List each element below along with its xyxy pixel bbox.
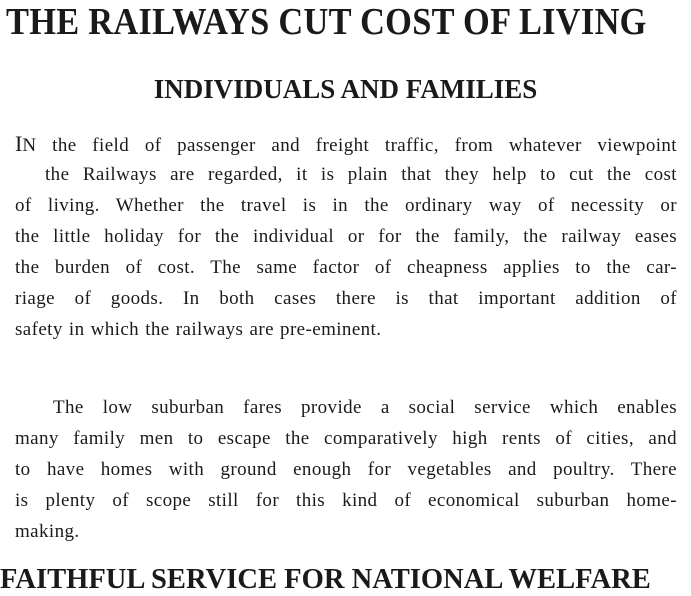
drop-cap: I <box>15 131 23 156</box>
headline: THE RAILWAYS CUT COST OF LIVING <box>6 1 647 43</box>
paragraph-line: making. <box>15 521 80 542</box>
paragraph-cost-of-living <box>15 128 677 345</box>
footer-heading: FAITHFUL SERVICE FOR NATIONAL WELFARE <box>0 563 651 595</box>
paragraph-line: the burden of cost. The same factor of cheapness applies to the car- <box>15 257 677 278</box>
paragraph-line: the little holiday for the individual or for the family, the railway eases <box>15 226 677 247</box>
paragraph-line: the Railways are regarded, it is plain that they help to cut the cost <box>45 164 677 185</box>
paragraph-line: riage of goods. In both cases there is that important addition of <box>15 288 677 309</box>
paragraph-line: is plenty of scope still for this kind of economical suburban home- <box>15 490 677 511</box>
paragraph-line: safety in which the railways are pre-eminent. <box>15 319 382 340</box>
paragraph-line: to have homes with ground enough for vegetables and poultry. There <box>15 459 677 480</box>
subheading: INDIVIDUALS AND FAMILIES <box>153 74 538 104</box>
paragraph-line: many family men to escape the comparatively high rents of cities, and <box>15 428 677 449</box>
paragraph-line: of living. Whether the travel is in the ordinary way of necessity or <box>15 195 677 216</box>
paragraph-line: The low suburban fares provide a social service which enables <box>53 397 677 418</box>
paragraph-line: IN the field of passenger and freight traffic, from whatever viewpoint <box>15 131 677 156</box>
paragraph-suburban-fares <box>15 392 677 547</box>
